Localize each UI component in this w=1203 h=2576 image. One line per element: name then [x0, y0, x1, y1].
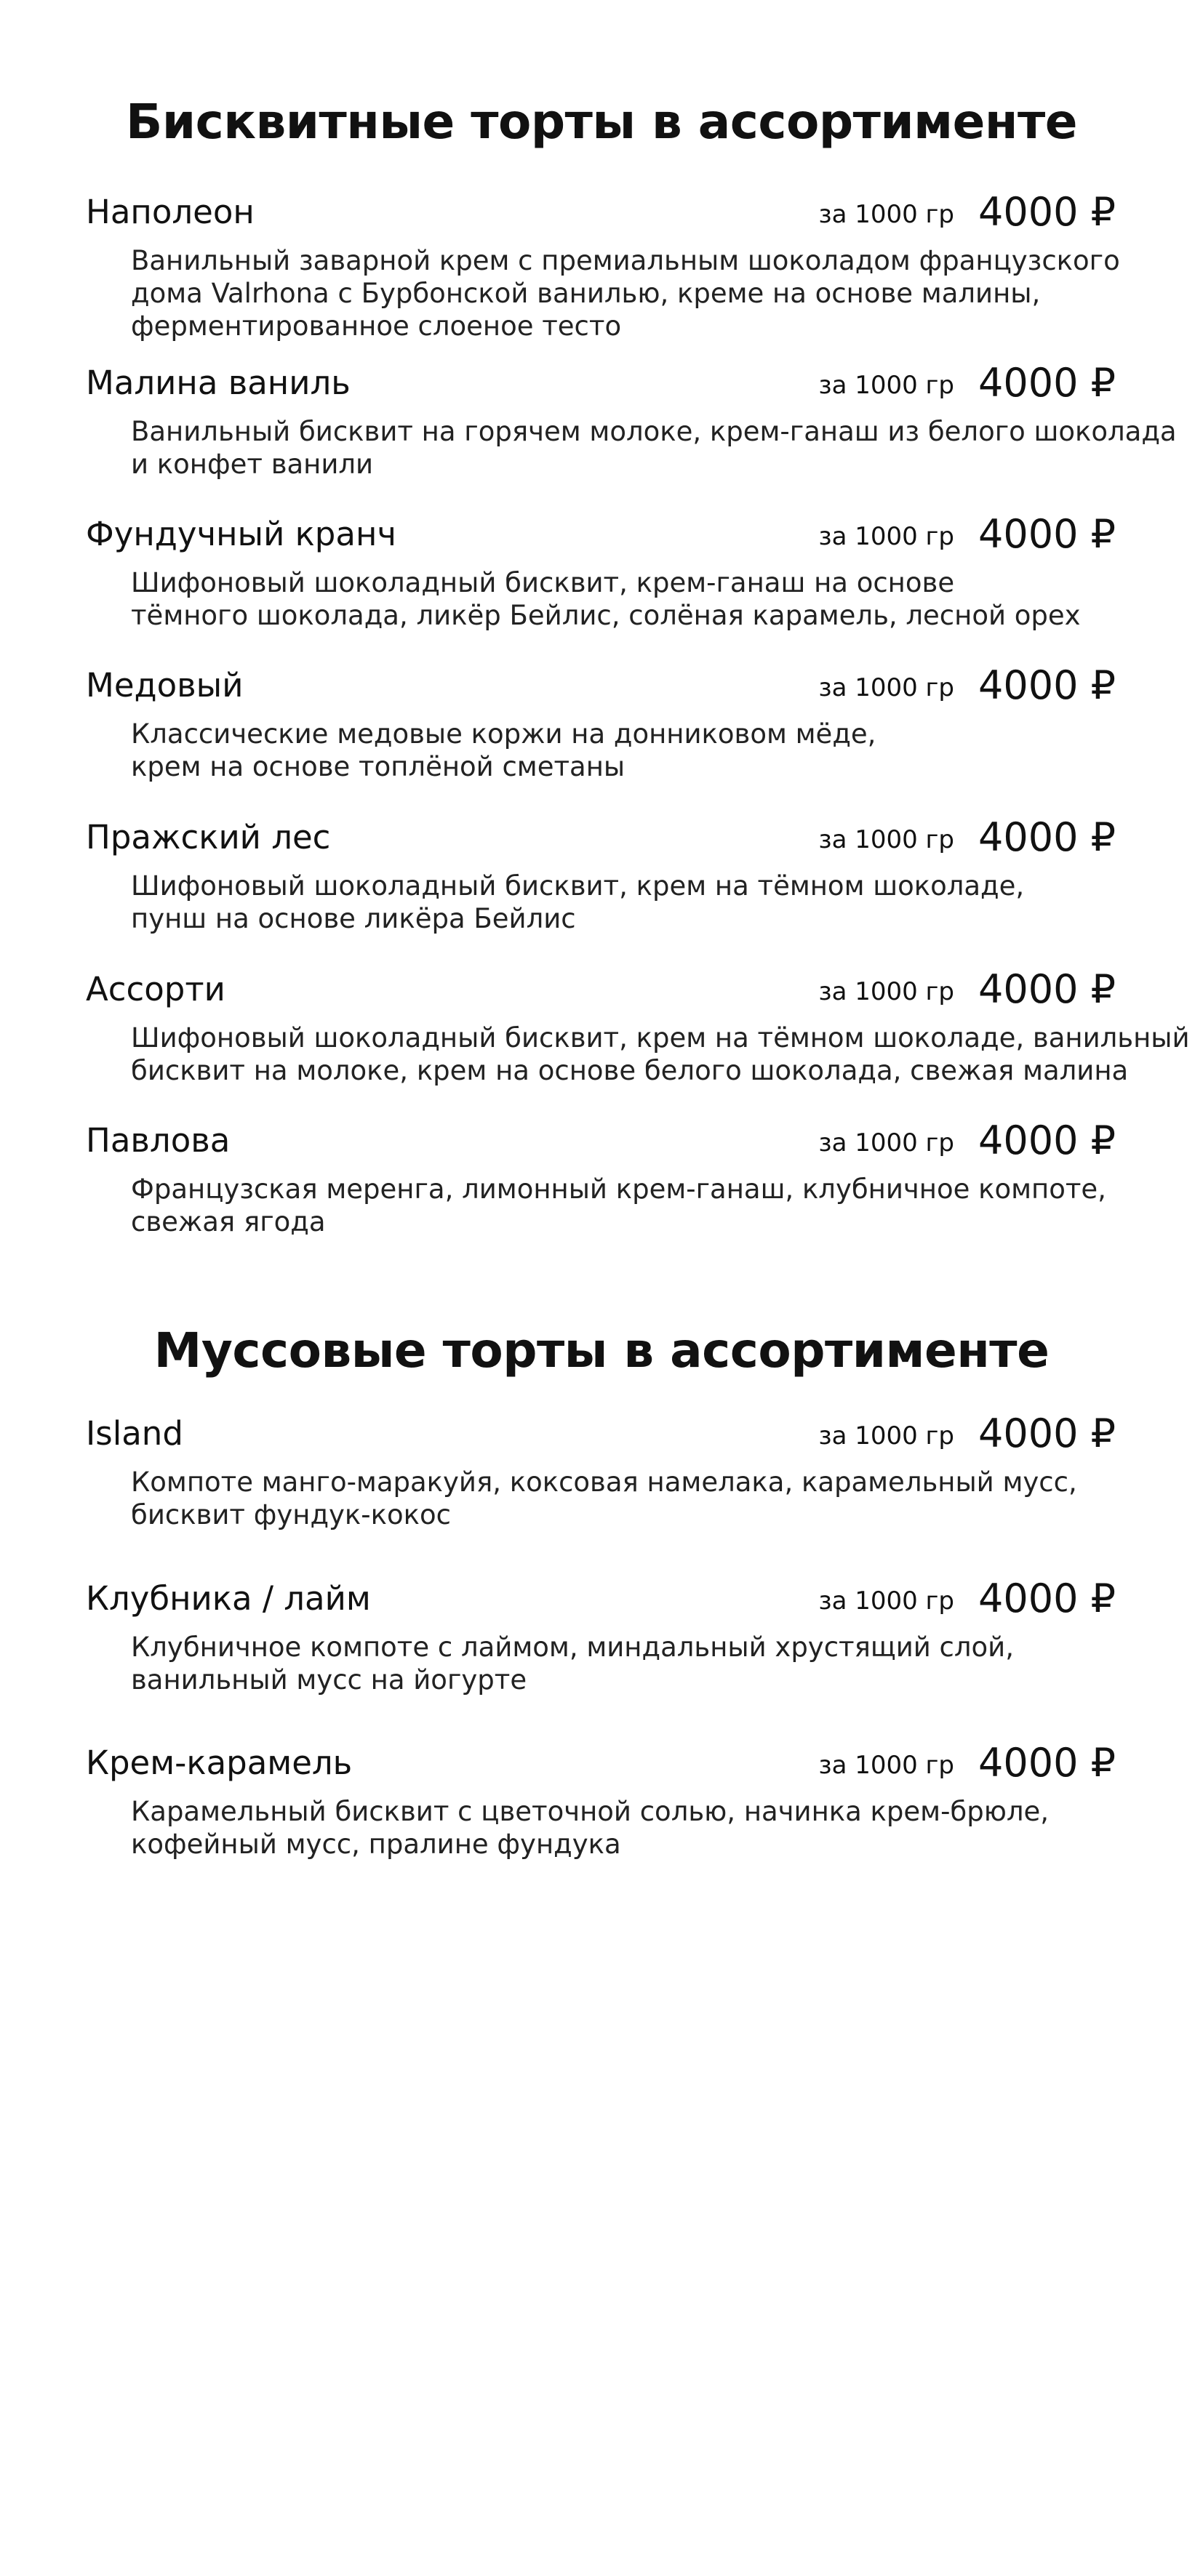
menu-item-honey — [0, 664, 1203, 809]
item-description-line: пунш на основе ликёра Бейлис — [131, 903, 576, 934]
item-weight: за 1000 гр — [818, 1586, 954, 1616]
item-description-line: дома Valrhona с Бурбонской ванилью, креме на основе малины, — [131, 278, 1041, 309]
item-price: 4000 ₽ — [978, 662, 1116, 708]
item-price: 4000 ₽ — [978, 360, 1116, 406]
item-description — [131, 1173, 1120, 1238]
item-description-line: Шифоновый шоколадный бисквит, крем-ганаш на основе — [131, 567, 955, 598]
item-name: Малина ваниль — [86, 364, 351, 402]
item-description — [131, 566, 1120, 632]
item-description — [131, 870, 1120, 935]
item-weight: за 1000 гр — [818, 673, 954, 702]
item-price: 4000 ₽ — [978, 511, 1116, 557]
item-weight: за 1000 гр — [818, 371, 954, 400]
item-name: Пражский лес — [86, 818, 331, 856]
item-name: Наполеон — [86, 193, 255, 231]
item-description-line: Клубничное компоте с лаймом, миндальный хрустящий слой, — [131, 1632, 1014, 1663]
item-description-line: Ванильный заварной крем с премиальным шоколадом французского — [131, 245, 1120, 276]
menu-item-strawberry-lime — [0, 1577, 1203, 1722]
item-weight: за 1000 гр — [818, 825, 954, 854]
item-price: 4000 ₽ — [978, 189, 1116, 235]
menu-item-prague-forest — [0, 816, 1203, 961]
item-description-line: и конфет ванили — [131, 449, 374, 480]
item-price: 4000 ₽ — [978, 1576, 1116, 1621]
menu-item-napoleon — [0, 189, 1203, 342]
item-description-line: ванильный мусс на йогурте — [131, 1664, 527, 1696]
menu-item-raspberry-vanilla — [0, 361, 1203, 507]
item-weight: за 1000 гр — [818, 1128, 954, 1157]
item-name: Медовый — [86, 666, 244, 705]
item-name: Island — [86, 1414, 183, 1453]
item-weight: за 1000 гр — [818, 977, 954, 1006]
item-description-line: крем на основе топлёной сметаны — [131, 751, 626, 782]
item-description-line: Ванильный бисквит на горячем молоке, крем-ганаш из белого шоколада — [131, 416, 1177, 447]
item-description-line: кофейный мусс, пралине фундука — [131, 1829, 621, 1860]
item-price: 4000 ₽ — [978, 814, 1116, 860]
menu-item-assorti — [0, 968, 1203, 1113]
menu-item-pavlova — [0, 1119, 1203, 1264]
item-description — [131, 1631, 1120, 1696]
menu-item-island — [0, 1412, 1203, 1557]
section-title-mousse: Муссовые торты в ассортименте — [153, 1323, 1050, 1379]
item-name: Крем-карамель — [86, 1744, 353, 1782]
item-description-line: Карамельный бисквит с цветочной солью, начинка крем-брюле, — [131, 1796, 1050, 1827]
item-price: 4000 ₽ — [978, 1118, 1116, 1163]
item-price: 4000 ₽ — [978, 1740, 1116, 1786]
item-price: 4000 ₽ — [978, 966, 1116, 1012]
item-name: Клубника / лайм — [86, 1579, 371, 1618]
item-name: Павлова — [86, 1121, 231, 1160]
item-weight: за 1000 гр — [818, 522, 954, 551]
item-description — [131, 718, 1120, 783]
item-description-line: бисквит фундук-кокос — [131, 1499, 451, 1530]
item-description-line: тёмного шоколада, ликёр Бейлис, солёная карамель, лесной орех — [131, 600, 1081, 631]
item-description-line: ферментированное слоеное тесто — [131, 310, 622, 342]
menu-item-creme-caramel — [0, 1741, 1203, 1887]
item-weight: за 1000 гр — [818, 1751, 954, 1780]
item-description — [131, 1466, 1120, 1531]
item-description — [131, 415, 1177, 481]
item-description — [131, 1022, 1190, 1087]
item-description — [131, 1795, 1120, 1861]
item-description-line: Шифоновый шоколадный бисквит, крем на тёмном шоколаде, ванильный — [131, 1022, 1190, 1054]
item-weight: за 1000 гр — [818, 200, 954, 229]
item-description-line: Классические медовые коржи на донниковом мёде, — [131, 718, 876, 750]
item-description-line: свежая ягода — [131, 1206, 326, 1237]
item-description-line: Компоте манго-маракуйя, коксовая намелака, карамельный мусс, — [131, 1466, 1077, 1498]
section-title-sponge: Бисквитные торты в ассортименте — [126, 94, 1077, 150]
item-description — [131, 244, 1120, 342]
item-name: Ассорти — [86, 970, 225, 1008]
menu-item-hazelnut-crunch — [0, 513, 1203, 658]
item-weight: за 1000 гр — [818, 1421, 954, 1450]
item-name: Фундучный кранч — [86, 515, 396, 553]
item-description-line: Французская меренга, лимонный крем-ганаш, клубничное компоте, — [131, 1173, 1106, 1205]
item-description-line: Шифоновый шоколадный бисквит, крем на тёмном шоколаде, — [131, 870, 1025, 902]
item-price: 4000 ₽ — [978, 1411, 1116, 1456]
item-description-line: бисквит на молоке, крем на основе белого шоколада, свежая малина — [131, 1055, 1129, 1086]
